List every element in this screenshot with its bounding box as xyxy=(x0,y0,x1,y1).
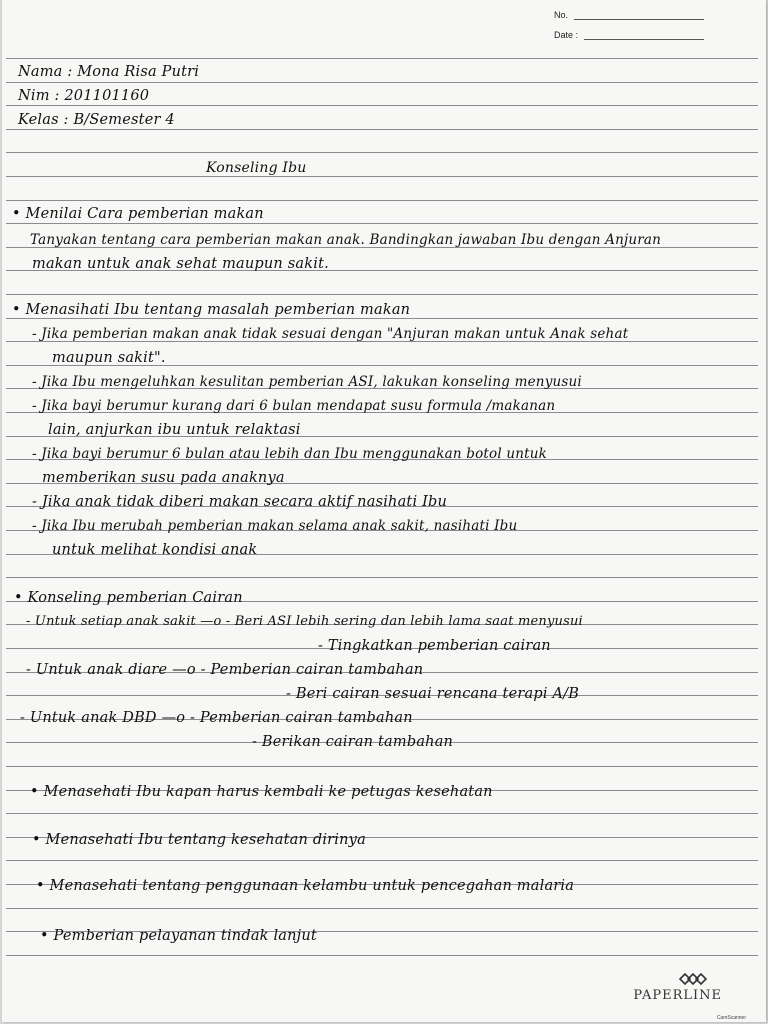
name-line: Nama : Mona Risa Putri xyxy=(18,64,200,80)
ruled-line xyxy=(6,58,758,59)
ruled-line xyxy=(6,318,758,319)
page-title: Konseling Ibu xyxy=(206,160,307,176)
scanner-watermark: CamScanner xyxy=(716,1015,746,1021)
ruled-line xyxy=(6,176,758,177)
handwritten-line: • Menilai Cara pemberian makan xyxy=(12,206,264,222)
brand-name: PAPERLINE xyxy=(633,988,722,1003)
handwritten-line: - Berikan cairan tambahan xyxy=(252,734,454,750)
no-label: No. xyxy=(554,10,569,20)
handwritten-line: • Menasehati tentang penggunaan kelambu untuk pencegahan malaria xyxy=(36,878,575,894)
handwritten-line: - Jika anak tidak diberi makan secara aktif nasihati Ibu xyxy=(32,494,448,510)
handwritten-line: - Jika Ibu mengeluhkan kesulitan pemberian ASI, lakukan konseling menyusui xyxy=(32,374,582,390)
notebook-page xyxy=(2,0,766,1022)
handwritten-line: makan untuk anak sehat maupun sakit. xyxy=(32,256,329,272)
nim-line: Nim : 201101160 xyxy=(18,88,150,104)
handwritten-line: • Menasehati Ibu tentang kesehatan dirinya xyxy=(32,832,366,848)
handwritten-line: - Tingkatkan pemberian cairan xyxy=(318,638,551,654)
ruled-line xyxy=(6,955,758,956)
handwritten-line: • Menasehati Ibu kapan harus kembali ke petugas kesehatan xyxy=(30,784,493,800)
ruled-line xyxy=(6,860,758,861)
date-field-line xyxy=(584,39,704,40)
handwritten-line: Tanyakan tentang cara pemberian makan anak. Bandingkan jawaban Ibu dengan Anjuran xyxy=(30,232,662,248)
handwritten-line: lain, anjurkan ibu untuk relaktasi xyxy=(48,422,301,438)
ruled-line xyxy=(6,223,758,224)
handwritten-line: - Jika pemberian makan anak tidak sesuai dengan "Anjuran makan untuk Anak sehat xyxy=(32,326,629,342)
handwritten-line: - Untuk setiap anak sakit —o - Beri ASI lebih sering dan lebih lama saat menyusui xyxy=(26,614,583,629)
handwritten-line: - Beri cairan sesuai rencana terapi A/B xyxy=(286,686,580,702)
handwritten-line: - Jika bayi berumur kurang dari 6 bulan mendapat susu formula /makanan xyxy=(32,398,556,414)
handwritten-line: • Pemberian pelayanan tindak lanjut xyxy=(40,928,317,944)
handwritten-line: memberikan susu pada anaknya xyxy=(42,470,285,486)
ruled-line xyxy=(6,200,758,201)
ruled-line xyxy=(6,129,758,130)
paperline-logo-icon xyxy=(678,972,708,986)
handwritten-line: untuk melihat kondisi anak xyxy=(52,542,258,558)
handwritten-line: maupun sakit". xyxy=(52,350,166,366)
handwritten-line: - Untuk anak DBD —o - Pemberian cairan tambahan xyxy=(20,710,413,726)
ruled-line xyxy=(6,908,758,909)
handwritten-line: - Untuk anak diare —o - Pemberian cairan tambahan xyxy=(26,662,424,678)
ruled-line xyxy=(6,766,758,767)
ruled-line xyxy=(6,813,758,814)
date-label: Date : xyxy=(554,30,579,40)
handwritten-line: - Jika bayi berumur 6 bulan atau lebih dan Ibu menggunakan botol untuk xyxy=(32,446,548,462)
handwritten-line: • Konseling pemberian Cairan xyxy=(14,590,243,606)
handwritten-line: - Jika Ibu merubah pemberian makan selama anak sakit, nasihati Ibu xyxy=(32,518,518,534)
ruled-line xyxy=(6,82,758,83)
class-line: Kelas : B/Semester 4 xyxy=(18,112,175,128)
ruled-line xyxy=(6,577,758,578)
no-field-line xyxy=(574,19,704,20)
ruled-line xyxy=(6,152,758,153)
handwritten-line: • Menasihati Ibu tentang masalah pemberian makan xyxy=(12,302,411,318)
ruled-line xyxy=(6,105,758,106)
ruled-line xyxy=(6,294,758,295)
